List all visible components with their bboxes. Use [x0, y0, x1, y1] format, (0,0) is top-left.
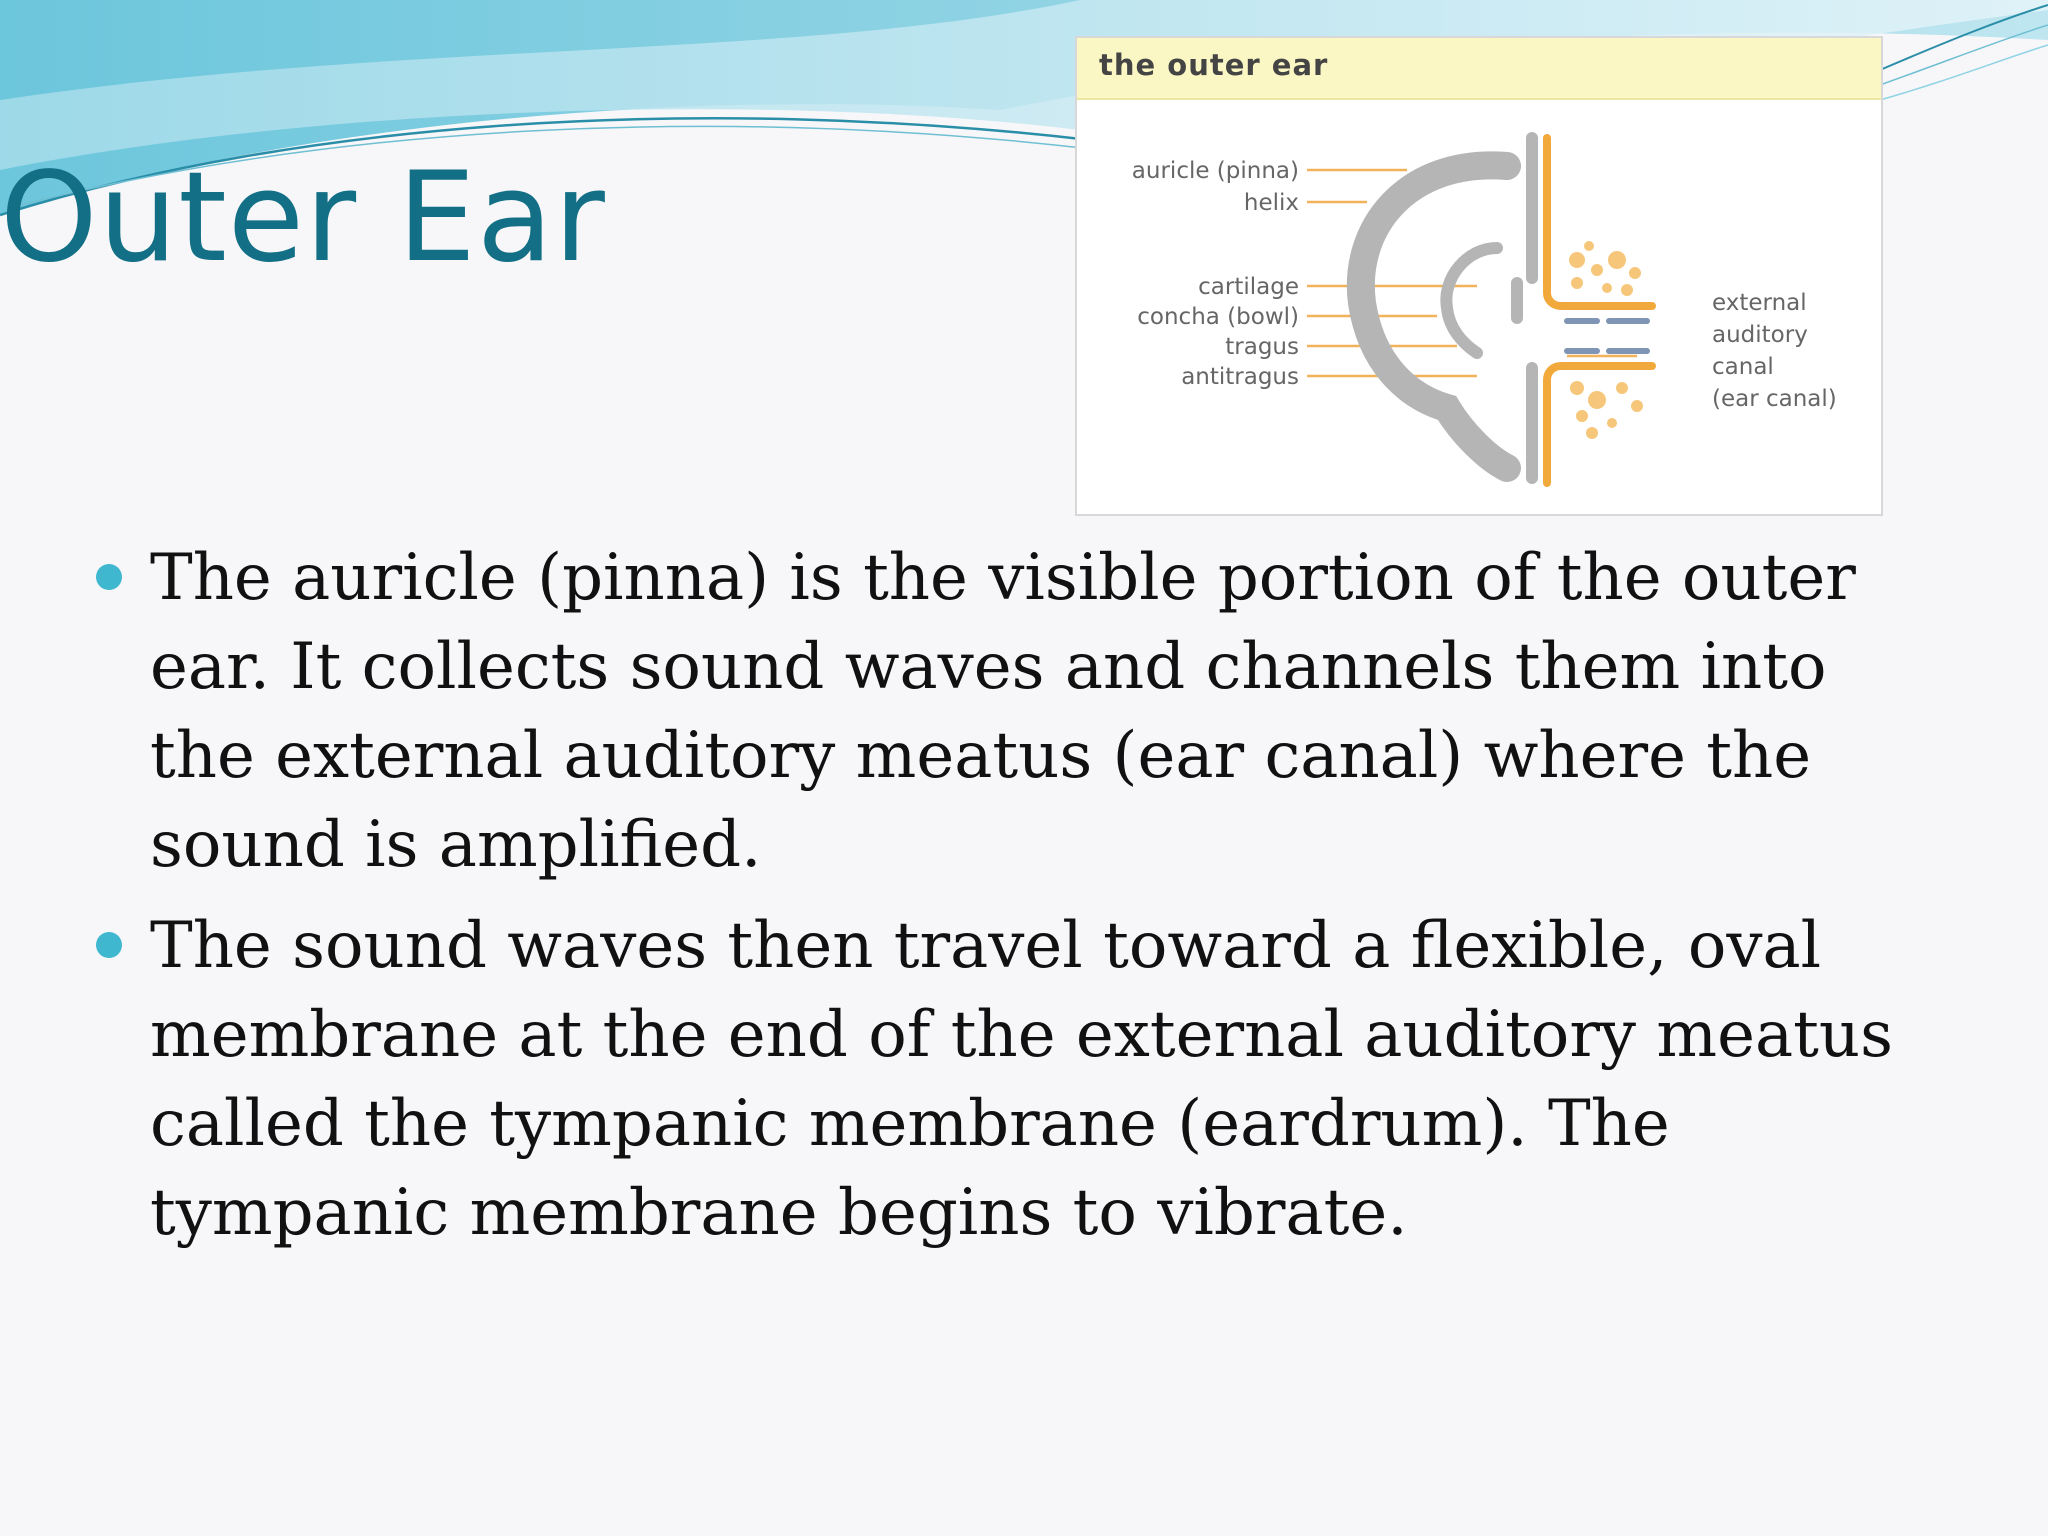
label-ear-canal: (ear canal): [1712, 386, 1837, 412]
bullet-text: The sound waves then travel toward a flexible, oval membrane at the end of the external auditory meatus called the tympanic membrane (eardrum). The tympanic membrane begins to vibrate.: [150, 909, 1893, 1250]
outer-ear-diagram: [1075, 36, 1883, 516]
bullet-text: The auricle (pinna) is the visible portion of the outer ear. It collects sound waves and channels them into the external auditory meatus (ear canal) where the sound is amplified.: [150, 541, 1856, 882]
label-antitragus: antitragus: [1181, 364, 1299, 390]
ear-outline: [1361, 138, 1532, 478]
label-cartilage: cartilage: [1198, 274, 1299, 300]
label-auditory: auditory: [1712, 322, 1808, 348]
bullet-list: [150, 534, 1910, 1270]
ear-illustration: [1077, 38, 1883, 516]
canal-lining: [1567, 321, 1647, 351]
label-concha: concha (bowl): [1137, 304, 1299, 330]
label-tragus: tragus: [1225, 334, 1299, 360]
label-external: external: [1712, 290, 1807, 316]
bullet-marker: [96, 932, 122, 958]
label-helix: helix: [1243, 190, 1299, 216]
bullet-marker: [96, 564, 122, 590]
slide-title: Outer Ear: [0, 146, 606, 290]
label-canal: canal: [1712, 354, 1774, 380]
label-auricle: auricle (pinna): [1131, 158, 1299, 184]
glands: [1569, 241, 1643, 439]
ear-canal: [1547, 138, 1652, 483]
bullet-item: [150, 534, 1910, 890]
bullet-item: [150, 902, 1910, 1258]
diagram-title: the outer ear: [1099, 48, 1329, 82]
